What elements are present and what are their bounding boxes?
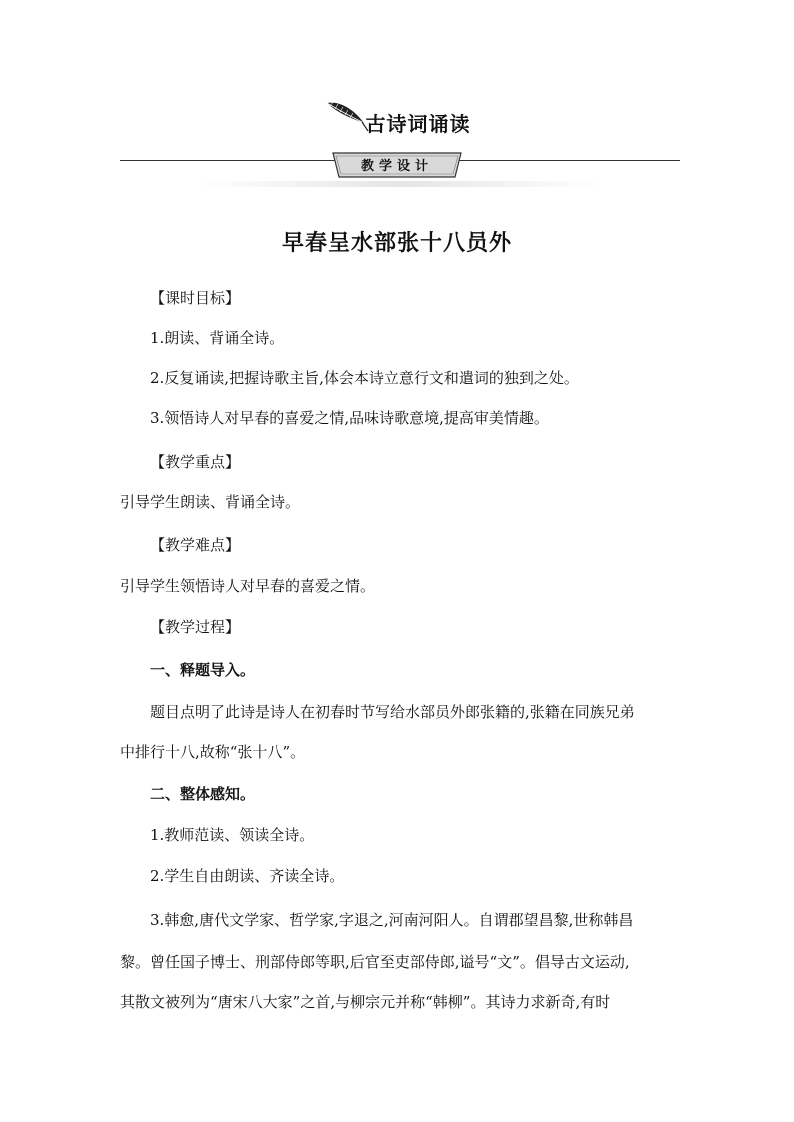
heading-objectives: 【课时目标】	[150, 289, 241, 307]
banner-label: 教学设计	[360, 159, 433, 174]
section-header	[0, 94, 794, 137]
paragraph-line: 中排行十八,故称“张十八”。	[120, 743, 306, 761]
banner	[327, 152, 467, 178]
paragraph-line: 3.韩愈,唐代文学家、哲学家,字退之,河南河阳人。自谓郡望昌黎,世称韩昌	[150, 911, 634, 929]
paragraph-line: 黎。曾任国子博士、刑部侍郎等职,后官至吏部侍郎,谥号“文”。倡导古文运动,	[120, 953, 630, 971]
heading-key-points: 【教学重点】	[150, 453, 241, 471]
paragraph-line: 3.领悟诗人对早春的喜爱之情,品味诗歌意境,提高审美情趣。	[150, 409, 549, 427]
paragraph-line: 其散文被列为“唐宋八大家”之首,与柳宗元并称“韩柳”。其诗力求新奇,有时	[120, 993, 611, 1011]
paragraph-line: 引导学生领悟诗人对早春的喜爱之情。	[120, 577, 376, 595]
banner-shadow	[200, 181, 600, 187]
paragraph-line: 2.学生自由朗读、齐读全诗。	[150, 867, 345, 885]
paragraph-line: 1.教师范读、领读全诗。	[150, 826, 315, 844]
subheading-intro: 一、释题导入。	[150, 661, 256, 679]
paragraph-line: 引导学生朗读、背诵全诗。	[120, 493, 301, 511]
section-title: 古诗词诵读	[365, 112, 471, 136]
document-title: 早春呈水部张十八员外	[281, 231, 512, 256]
paragraph-line: 2.反复诵读,把握诗歌主旨,体会本诗立意行文和遣词的独到之处。	[150, 369, 579, 387]
heading-process: 【教学过程】	[150, 618, 241, 636]
subheading-overview: 二、整体感知。	[150, 785, 256, 803]
quill-icon	[324, 97, 370, 135]
paragraph-line: 1.朗读、背诵全诗。	[150, 329, 285, 347]
heading-difficulties: 【教学难点】	[150, 536, 241, 554]
paragraph-line: 题目点明了此诗是诗人在初春时节写给水部员外郎张籍的,张籍在同族兄弟	[150, 703, 635, 721]
